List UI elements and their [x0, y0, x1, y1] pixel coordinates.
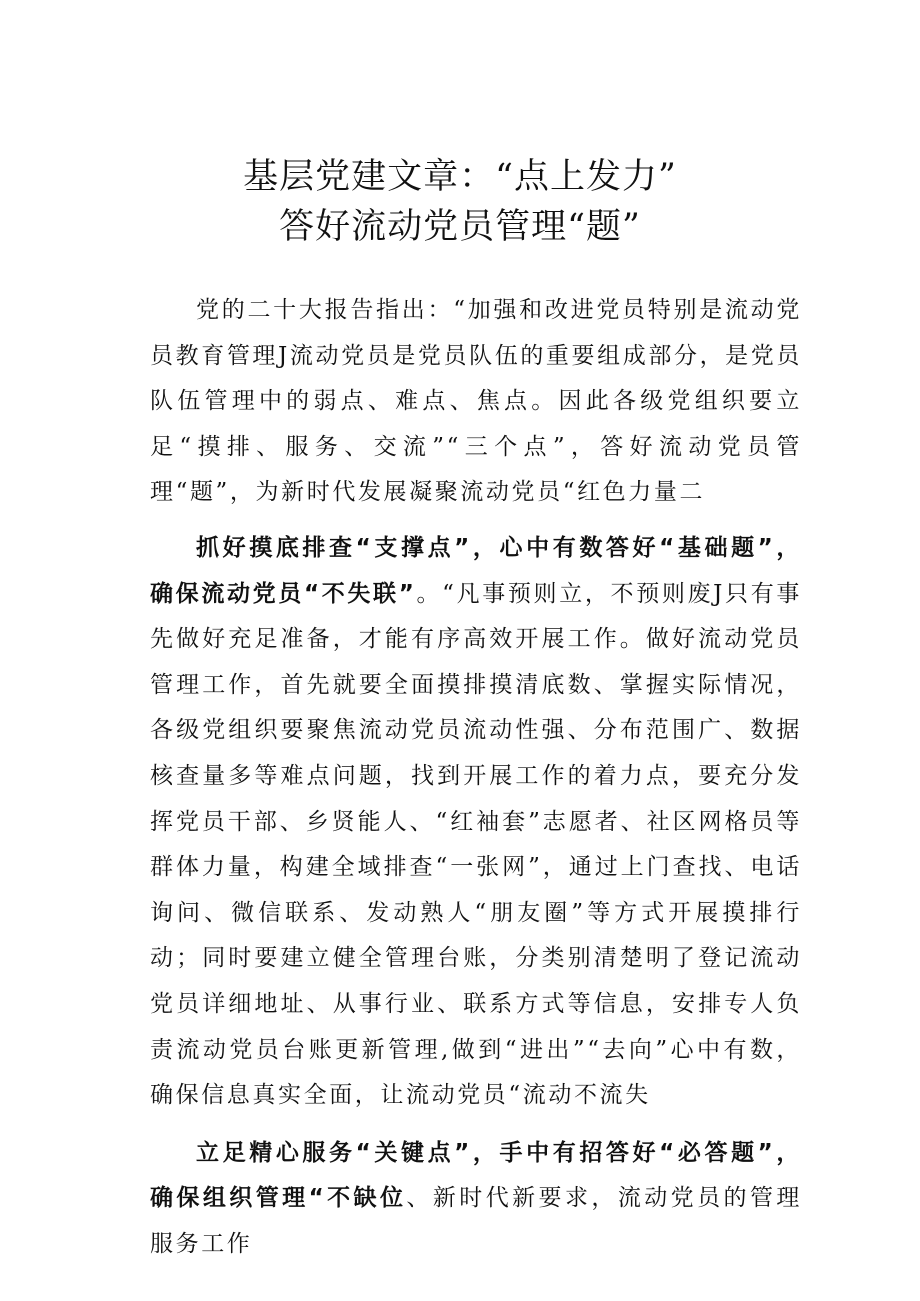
section-1-paragraph	[150, 526, 802, 1119]
title-line-1: 基层党建文章：“点上发力”	[243, 157, 677, 197]
section-2-body: 、新时代新要求，流动党员的管理服务工作	[150, 1185, 802, 1257]
document-title	[0, 152, 920, 252]
section-2-paragraph	[150, 1131, 802, 1268]
section-2-heading: 立足精心服务“关键点”，手中有招答好“必答题”，确保组织管理“不缺位	[150, 1139, 802, 1212]
intro-paragraph: 党的二十大报告指出：“加强和改进党员特别是流动党员教育管理J流动党员是党员队伍的重要组成部分，是党员队伍管理中的弱点、难点、焦点。因此各级党组织要立足“摸排、服务、交流”“三个点”，答好流动党员管理“题”，为新时代发展凝聚流动党员“红色力量二	[150, 297, 802, 506]
section-1-body: 。“凡事预则立，不预则废J只有事先做好充足准备，才能有序高效开展工作。做好流动党员管理工作，首先就要全面摸排摸清底数、掌握实际情况，各级党组织要聚焦流动党员流动性强、分布范围广、数据核查量多等难点问题，找到开展工作的着力点，要充分发挥党员干部、乡贤能人、“红袖套”志愿者、社区网格员等群体力量，构建全域排查“一张网”，通过上门查找、电话询问、微信联系、发动熟人“朋友圈”等方式开展摸排行动；同时要建立健全管理台账，分类别清楚明了登记流动党员详细地址、从事行业、联系方式等信息，安排专人负责流动党员台账更新管理,做到“进出”“去向”心中有数，确保信息真实全面，让流动党员“流动不流失	[150, 580, 802, 1109]
title-line-2: 答好流动党员管理“题”	[279, 207, 641, 247]
section-1-heading: 抓好摸底排查“支撑点”，心中有数答好“基础题”，确保流动党员“不失联”	[150, 534, 802, 607]
document-body	[150, 288, 802, 1280]
